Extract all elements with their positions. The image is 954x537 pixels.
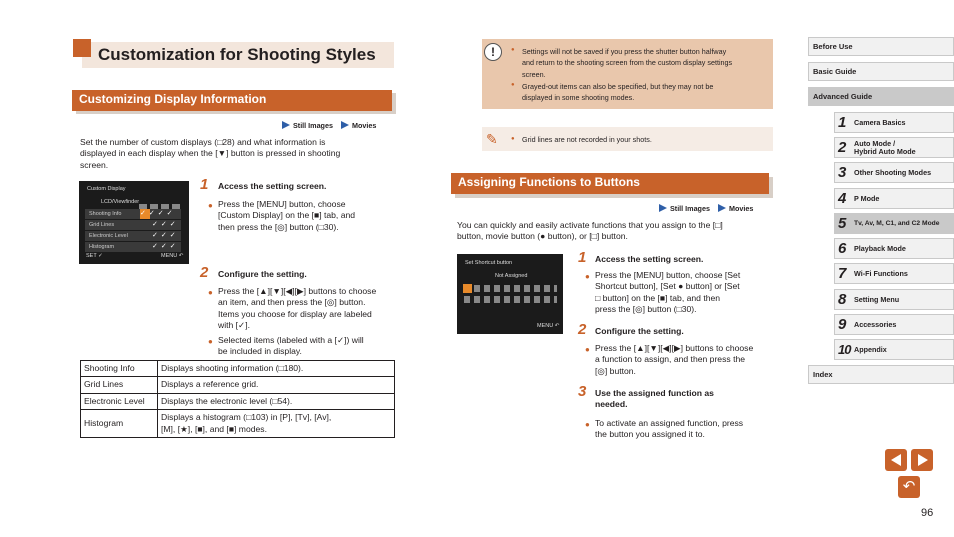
bullet-icon: ●	[511, 82, 515, 88]
step-text: Press the [MENU] button, choose [Custom Display] on the [■] tab, and then press the [◎] button (□30).	[218, 199, 356, 232]
step-text: Press the [▲][▼][◀][▶] buttons to choose a function to assign, and then press the [◎] button.	[595, 343, 754, 376]
bullet-icon: ●	[585, 420, 590, 429]
nav-chapter-appendix[interactable]: 10 Appendix	[834, 339, 954, 360]
mode-still-images: Still Images	[293, 121, 333, 130]
table-cell: Displays shooting information (□180).	[158, 361, 395, 377]
check-marks: ✓✓✓	[152, 232, 179, 239]
table-cell: Grid Lines	[81, 377, 158, 393]
step-number: 3	[578, 383, 587, 400]
step-title: Use the assigned function as needed.	[595, 388, 714, 410]
nav-chapter-p-mode[interactable]: 4 P Mode	[834, 188, 954, 209]
nav-chapter-wifi[interactable]: 7 Wi-Fi Functions	[834, 263, 954, 284]
step-text: Selected items (labeled with a [✓]) will be included in display.	[218, 335, 364, 357]
screen-row: Histogram	[85, 242, 181, 252]
step-number: 1	[200, 176, 209, 193]
screen-title: Custom Display	[87, 186, 126, 192]
step-number: 2	[578, 321, 587, 338]
play-arrow-icon	[718, 204, 726, 212]
screen-row: Shooting Info	[85, 209, 181, 219]
nav-basic-guide[interactable]: Basic Guide	[808, 62, 954, 81]
return-button[interactable]	[898, 476, 920, 498]
nav-chapter-other-shooting[interactable]: 3 Other Shooting Modes	[834, 162, 954, 183]
section-heading-assign: Assigning Functions to Buttons	[451, 173, 769, 194]
intro-line: displayed in each display when the [▼] button is pressed in shooting	[80, 148, 341, 159]
step-number: 2	[200, 264, 209, 281]
intro-line: Set the number of custom displays (□28) and what information is	[80, 137, 326, 147]
title-accent-square	[73, 39, 91, 57]
bullet-icon: ●	[208, 337, 213, 346]
mode-still-images: Still Images	[670, 204, 710, 213]
mode-indicators	[282, 120, 376, 131]
bullet-icon: ●	[208, 201, 213, 210]
screen-header: LCD/Viewfinder	[101, 199, 140, 205]
nav-chapter-tv-av-m[interactable]: 5 Tv, Av, M, C1, and C2 Mode	[834, 213, 954, 234]
step-title: Configure the setting.	[595, 326, 684, 336]
check-marks: ✓✓✓	[152, 221, 179, 228]
section-intro	[80, 137, 390, 171]
note-text: Settings will not be saved if you press the shutter button halfway and return to the shooting screen from the custom display settings screen.	[522, 47, 733, 79]
step-title: Access the setting screen.	[218, 181, 327, 191]
page-number: 96	[921, 507, 934, 519]
mode-indicators	[659, 203, 753, 214]
next-page-button[interactable]	[911, 449, 933, 471]
check-marks: ✓✓✓✓	[140, 210, 176, 217]
step-title: Access the setting screen.	[595, 254, 704, 264]
table-cell: Shooting Info	[81, 361, 158, 377]
mode-movies: Movies	[351, 121, 377, 130]
nav-chapter-playback[interactable]: 6 Playback Mode	[834, 238, 954, 259]
table-cell: Electronic Level	[81, 393, 158, 409]
bullet-icon: ●	[511, 136, 515, 142]
table-cell: Displays a reference grid.	[158, 377, 395, 393]
table-row	[81, 393, 395, 409]
nav-index[interactable]: Index	[808, 365, 954, 384]
note-text: Grayed-out items can also be specified, but they may not be displayed in some shooting modes.	[522, 82, 714, 103]
table-cell: Displays a histogram (□103) in [P], [Tv], [Av], [M], [★], [■], and [■] modes.	[158, 410, 395, 438]
table-cell: Displays the electronic level (□54).	[158, 393, 395, 409]
bullet-icon: ●	[511, 47, 515, 53]
mode-movies: Movies	[728, 204, 754, 213]
step-title: Configure the setting.	[218, 269, 307, 279]
custom-display-screen	[79, 181, 189, 264]
arrow-right-icon	[918, 454, 928, 466]
screen-footer-menu: MENU ↶	[161, 253, 184, 259]
step-text: To activate an assigned function, press the button you assigned it to.	[595, 418, 744, 440]
table-row	[81, 377, 395, 393]
table-cell: Histogram	[81, 410, 158, 438]
step-number: 1	[578, 249, 587, 266]
nav-advanced-guide[interactable]: Advanced Guide	[808, 87, 954, 106]
bullet-icon: ●	[208, 288, 213, 297]
play-arrow-icon	[341, 121, 349, 129]
bullet-icon: ●	[585, 345, 590, 354]
screen-row: Electronic Level	[85, 231, 181, 241]
return-icon: ↶	[902, 478, 916, 495]
screen-footer-set: SET ✓	[86, 253, 103, 259]
nav-chapter-camera-basics[interactable]: 1 Camera Basics	[834, 112, 954, 133]
function-icon-grid	[463, 284, 559, 306]
bullet-icon: ●	[585, 272, 590, 281]
screen-footer-menu: MENU ↶	[537, 323, 560, 329]
table-row	[81, 410, 395, 438]
step-text: Press the [MENU] button, choose [Set Shortcut button], [Set ● button] or [Set □ button] on the [■] tab, and then press the [◎] button (□30).	[595, 270, 741, 314]
display-items-table	[80, 360, 395, 438]
page-title: Customization for Shooting Styles	[98, 45, 376, 64]
step-text: Press the [▲][▼][◀][▶] buttons to choose an item, and then press the [◎] button. Items you choose for display are labeled with [✓].	[218, 286, 377, 330]
screen-row: Grid Lines	[85, 220, 181, 230]
nav-chapter-accessories[interactable]: 9 Accessories	[834, 314, 954, 335]
nav-chapter-setting-menu[interactable]: 8 Setting Menu	[834, 289, 954, 310]
section-heading-display: Customizing Display Information	[72, 90, 392, 111]
table-row	[81, 361, 395, 377]
caution-icon: !	[484, 43, 502, 61]
nav-chapter-auto-mode[interactable]: 2 Auto Mode / Hybrid Auto Mode	[834, 137, 954, 158]
play-arrow-icon	[282, 121, 290, 129]
tip-text: Grid lines are not recorded in your shots.	[522, 135, 652, 144]
screen-title: Set Shortcut button	[465, 260, 513, 266]
intro-line: screen.	[80, 159, 109, 170]
section-intro: You can quickly and easily activate functions that you assign to the [□] button, movie button (● button), or [□] button.	[457, 220, 723, 242]
previous-page-button[interactable]	[885, 449, 907, 471]
play-arrow-icon	[659, 204, 667, 212]
shortcut-button-screen	[457, 254, 563, 334]
display-icons	[139, 198, 183, 206]
nav-before-use[interactable]: Before Use	[808, 37, 954, 56]
pencil-icon: ✎	[486, 131, 498, 147]
arrow-left-icon	[891, 454, 901, 466]
check-marks: ✓✓✓	[152, 243, 179, 250]
screen-selected: Not Assigned	[495, 273, 528, 279]
